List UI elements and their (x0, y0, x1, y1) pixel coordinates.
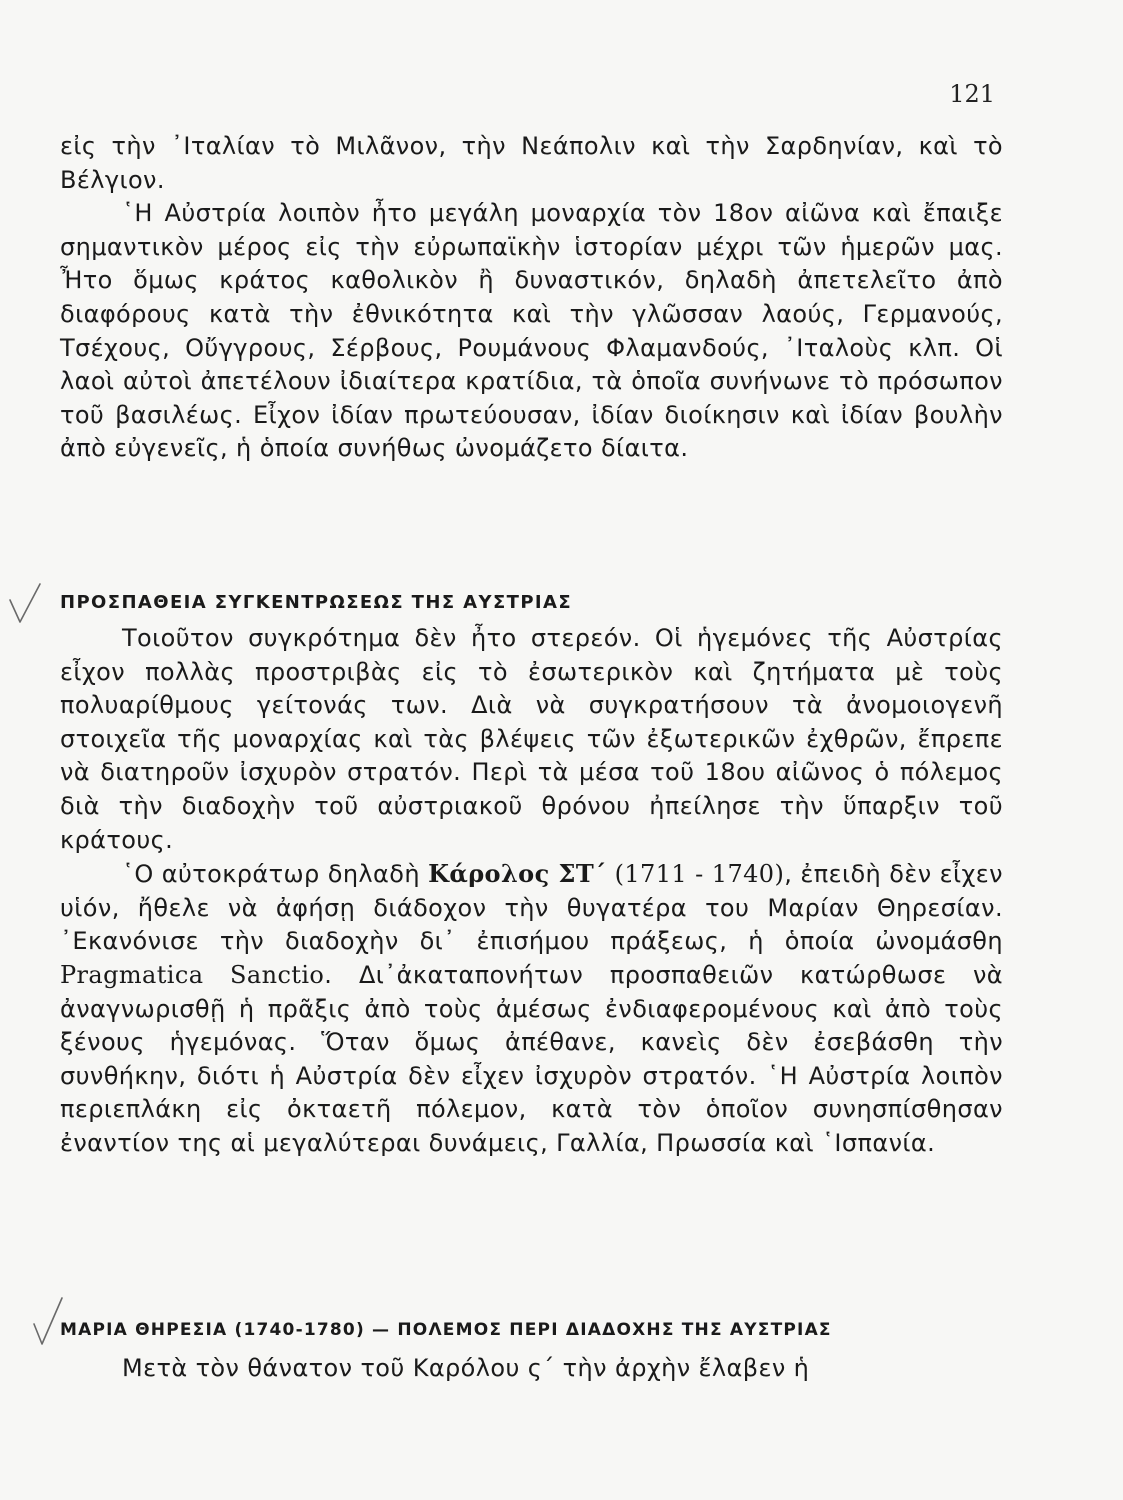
p2-end: . Δι᾿ἀκαταπονήτων προσπαθειῶν κατώρθωσε νὰ ἀναγνωρισθῇ ἡ πρᾶξις ἀπὸ τοὺς ἀμέσως ἐνδιαφερομένους καὶ ἀπὸ τοὺς ξένους ἡγεμόνας. Ὅταν ὅμως ἀπέθανε, κανεὶς δὲν ἐσεβάσθη τὴν συνθήκην, διότι ἡ Αὐστρία δὲν εἶχεν ἰσχυρὸν στρατόν. ῾Η Αὐστρία λοιπὸν περιεπλάκη εἰς ὀκταετῆ πόλεμον, κατὰ τὸν ὁποῖον συνησπίσθησαν ἐναντίον της αἱ μεγαλύτεραι δυνάμεις, Γαλλία, Πρωσσία καὶ ῾Ισπανία. (60, 960, 1003, 1157)
p2-start: ῾Ο αὐτοκράτωρ δηλαδὴ (122, 860, 429, 889)
intro-text (60, 130, 1003, 466)
intro-paragraph-1: εἰς τὴν ᾿Ιταλίαν τὸ Μιλᾶνον, τὴν Νεάπολιν καὶ τὴν Σαρδηνίαν, καὶ τὸ Βέλγιον. (60, 132, 1003, 194)
section-heading-centralization: ΠΡΟΣΠΑΘΕΙΑ ΣΥΓΚΕΝΤΡΩΣΕΩΣ ΤΗΣ ΑΥΣΤΡΙΑΣ (60, 592, 573, 613)
section-2-text (60, 1352, 1003, 1386)
latin-term: Pragmatica Sanctio (60, 960, 325, 989)
page-number: 121 (949, 80, 995, 108)
section-1-text (60, 622, 1003, 1161)
emperor-dates: (1711 - 1740) (606, 860, 785, 889)
emperor-name: Κάρολος ΣΤ΄ (428, 859, 607, 889)
pencil-checkmark-icon (6, 578, 46, 628)
section-1-paragraph-1: Τοιοῦτον συγκρότημα δὲν ἦτο στερεόν. Οἱ ἡγεμόνες τῆς Αὐστρίας εἶχον πολλὰς προστριβὰς εἰς τὸ ἐσωτερικὸν καὶ ζητήματα μὲ τοὺς πολυαρίθμους γείτονάς των. Διὰ νὰ συγκρατήσουν τὰ ἀνομοιογενῆ στοιχεῖα τῆς μοναρχίας καὶ τὰς βλέψεις τῶν ἐξωτερικῶν ἐχθρῶν, ἔπρεπε νὰ διατηροῦν ἰσχυρὸν στρατόν. Περὶ τὰ μέσα τοῦ 18ου αἰῶνος ὁ πόλεμος διὰ τὴν διαδοχὴν τοῦ αὐστριακοῦ θρόνου ἠπείλησε τὴν ὕπαρξιν τοῦ κράτους. (60, 624, 1003, 854)
section-heading-maria-theresa: ΜΑΡΙΑ ΘΗΡΕΣΙΑ (1740-1780) — ΠΟΛΕΜΟΣ ΠΕΡΙ ΔΙΑΔΟΧΗΣ ΤΗΣ ΑΥΣΤΡΙΑΣ (60, 1320, 832, 1340)
intro-paragraph-2: ῾Η Αὐστρία λοιπὸν ἦτο μεγάλη μοναρχία τὸν 18ον αἰῶνα καὶ ἔπαιξε σημαντικὸν μέρος εἰς τὴν εὐρωπαϊκὴν ἱστορίαν μέχρι τῶν ἡμερῶν μας. Ἦτο ὅμως κράτος καθολικὸν ἢ δυναστικόν, δηλαδὴ ἀπετελεῖτο ἀπὸ διαφόρους κατὰ τὴν ἐθνικότητα καὶ τὴν γλῶσσαν λαούς, Γερμανούς, Τσέχους, Οὔγγρους, Σέρβους, Ρουμάνους Φλαμανδούς, ᾿Ιταλοὺς κλπ. Οἱ λαοὶ αὐτοὶ ἀπετέλουν ἰδιαίτερα κρατίδια, τὰ ὁποῖα συνήνωνε τὸ πρόσωπον τοῦ βασιλέως. Εἶχον ἰδίαν πρωτεύουσαν, ἰδίαν διοίκησιν καὶ ἰδίαν βουλὴν ἀπὸ εὐγενεῖς, ἡ ὁποία συνήθως ὠνομάζετο δίαιτα. (60, 199, 1003, 463)
section-2-paragraph-1: Μετὰ τὸν θάνατον τοῦ Καρόλου ς΄ τὴν ἀρχὴν ἔλαβεν ἡ (122, 1354, 810, 1382)
section-1-paragraph-2 (60, 857, 1003, 1160)
p2-mid: , ἐπειδὴ δὲν εἶχεν υἱόν, ἤθελε νὰ ἀφήσῃ διάδοχον τὴν θυγατέρα του Μαρίαν Θηρεσίαν. ᾿Εκανόνισε τὴν διαδοχὴν δι᾿ ἐπισήμου πράξεως, ἡ ὁποία ὠνομάσθη (60, 860, 1003, 956)
